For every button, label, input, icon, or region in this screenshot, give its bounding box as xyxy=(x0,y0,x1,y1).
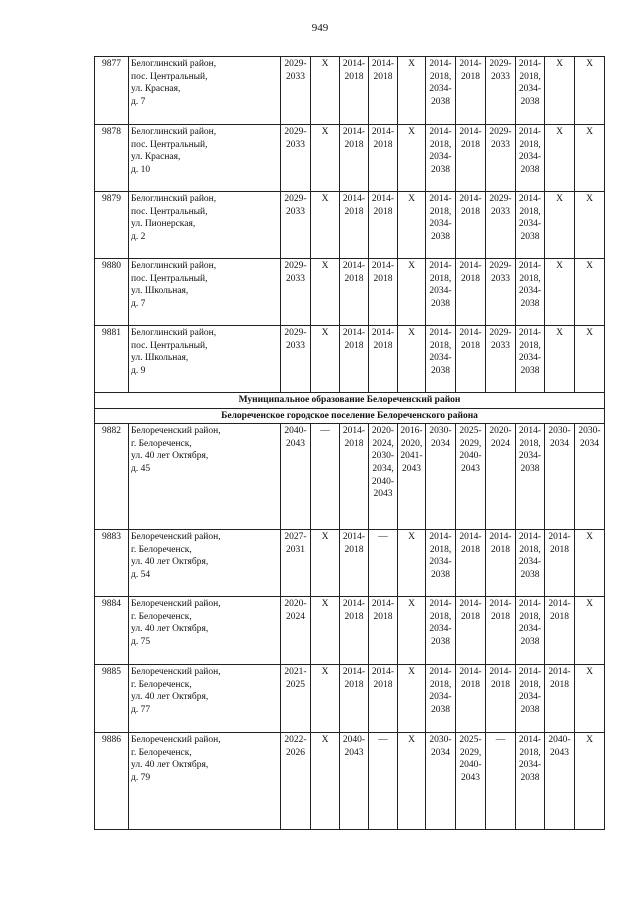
period-cell: 2014- 2018 xyxy=(545,665,575,733)
period-cell: 2014- 2018 xyxy=(456,192,486,259)
period-cell: 2014- 2018 xyxy=(545,597,575,665)
period-cell: 2029- 2033 xyxy=(281,326,311,393)
period-cell: 2014- 2018, 2034- 2038 xyxy=(426,530,456,597)
period-cell: 2014- 2018 xyxy=(456,326,486,393)
address-cell: Белоглинский район, пос. Центральный, ул. Красная, д. 10 xyxy=(129,125,281,192)
period-cell: X xyxy=(311,530,340,597)
section-title-municipality: Муниципальное образование Белореченский район xyxy=(95,393,605,409)
period-cell: — xyxy=(311,424,340,530)
row-number: 9877 xyxy=(95,57,129,125)
period-cell: X xyxy=(311,259,340,326)
row-number: 9883 xyxy=(95,530,129,597)
address-cell: Белореченский район, г. Белореченск, ул. 40 лет Октября, д. 75 xyxy=(129,597,281,665)
period-cell: X xyxy=(545,326,575,393)
period-cell: X xyxy=(545,125,575,192)
table-row xyxy=(95,192,605,259)
period-cell: X xyxy=(398,733,426,830)
period-cell: 2014- 2018, 2034- 2038 xyxy=(426,326,456,393)
period-cell: 2014- 2018, 2034- 2038 xyxy=(516,530,545,597)
period-cell: 2014- 2018 xyxy=(456,57,486,125)
period-cell: 2014- 2018 xyxy=(545,530,575,597)
period-cell: X xyxy=(311,665,340,733)
section-row-municipality xyxy=(95,393,605,409)
period-cell: X xyxy=(398,326,426,393)
period-cell: 2014- 2018, 2034- 2038 xyxy=(426,597,456,665)
table-row xyxy=(95,733,605,830)
period-cell: 2014- 2018 xyxy=(340,57,369,125)
period-cell: 2014- 2018 xyxy=(340,259,369,326)
period-cell: X xyxy=(398,57,426,125)
register-table xyxy=(94,56,605,830)
row-number: 9879 xyxy=(95,192,129,259)
period-cell: 2016- 2020, 2041- 2043 xyxy=(398,424,426,530)
period-cell: 2014- 2018, 2034- 2038 xyxy=(516,192,545,259)
address-cell: Белоглинский район, пос. Центральный, ул. Школьная, д. 9 xyxy=(129,326,281,393)
period-cell: X xyxy=(545,57,575,125)
period-cell: 2030- 2034 xyxy=(575,424,605,530)
period-cell: 2014- 2018, 2034- 2038 xyxy=(426,57,456,125)
section-row-settlement xyxy=(95,408,605,424)
period-cell: 2014- 2018 xyxy=(369,597,398,665)
address-cell: Белореченский район, г. Белореченск, ул. 40 лет Октября, д. 77 xyxy=(129,665,281,733)
table-row xyxy=(95,259,605,326)
period-cell: 2014- 2018 xyxy=(456,259,486,326)
period-cell: 2020- 2024 xyxy=(486,424,516,530)
address-cell: Белоглинский район, пос. Центральный, ул. Школьная, д. 7 xyxy=(129,259,281,326)
period-cell: 2029- 2033 xyxy=(486,259,516,326)
period-cell: X xyxy=(398,125,426,192)
period-cell: 2022- 2026 xyxy=(281,733,311,830)
period-cell: 2029- 2033 xyxy=(486,326,516,393)
period-cell: X xyxy=(575,125,605,192)
period-cell: 2014- 2018 xyxy=(369,665,398,733)
period-cell: 2014- 2018 xyxy=(340,125,369,192)
table-row xyxy=(95,326,605,393)
address-cell: Белореченский район, г. Белореченск, ул. 40 лет Октября, д. 54 xyxy=(129,530,281,597)
period-cell: — xyxy=(369,733,398,830)
period-cell: X xyxy=(398,530,426,597)
period-cell: 2025- 2029, 2040- 2043 xyxy=(456,733,486,830)
period-cell: 2030- 2034 xyxy=(426,733,456,830)
table-row xyxy=(95,597,605,665)
period-cell: 2014- 2018, 2034- 2038 xyxy=(426,665,456,733)
period-cell: X xyxy=(311,192,340,259)
period-cell: 2014- 2018, 2034- 2038 xyxy=(516,125,545,192)
period-cell: 2029- 2033 xyxy=(281,125,311,192)
section-title-settlement: Белореченское городское поселение Белореченского района xyxy=(95,408,605,424)
address-cell: Белореченский район, г. Белореченск, ул. 40 лет Октября, д. 45 xyxy=(129,424,281,530)
row-number: 9878 xyxy=(95,125,129,192)
period-cell: X xyxy=(398,665,426,733)
row-number: 9886 xyxy=(95,733,129,830)
period-cell: 2029- 2033 xyxy=(486,125,516,192)
period-cell: X xyxy=(575,192,605,259)
period-cell: X xyxy=(545,192,575,259)
period-cell: X xyxy=(398,259,426,326)
period-cell: 2029- 2033 xyxy=(281,57,311,125)
period-cell: X xyxy=(311,57,340,125)
period-cell: — xyxy=(486,733,516,830)
period-cell: 2014- 2018, 2034- 2038 xyxy=(426,259,456,326)
table-row xyxy=(95,424,605,530)
period-cell: 2014- 2018 xyxy=(340,530,369,597)
period-cell: 2014- 2018, 2034- 2038 xyxy=(516,733,545,830)
period-cell: 2014- 2018, 2034- 2038 xyxy=(516,57,545,125)
period-cell: 2014- 2018 xyxy=(486,665,516,733)
period-cell: 2014- 2018 xyxy=(369,192,398,259)
period-cell: 2040- 2043 xyxy=(340,733,369,830)
period-cell: 2014- 2018 xyxy=(456,125,486,192)
period-cell: 2014- 2018 xyxy=(456,597,486,665)
period-cell: 2014- 2018 xyxy=(486,530,516,597)
period-cell: 2014- 2018, 2034- 2038 xyxy=(426,125,456,192)
period-cell: 2014- 2018 xyxy=(456,530,486,597)
period-cell: 2014- 2018 xyxy=(369,57,398,125)
period-cell: X xyxy=(575,597,605,665)
period-cell: 2014- 2018 xyxy=(369,259,398,326)
period-cell: 2014- 2018, 2034- 2038 xyxy=(426,192,456,259)
row-number: 9882 xyxy=(95,424,129,530)
period-cell: 2014- 2018, 2034- 2038 xyxy=(516,597,545,665)
period-cell: 2014- 2018 xyxy=(340,424,369,530)
period-cell: 2014- 2018, 2034- 2038 xyxy=(516,326,545,393)
period-cell: 2040- 2043 xyxy=(281,424,311,530)
period-cell: 2027- 2031 xyxy=(281,530,311,597)
period-cell: 2030- 2034 xyxy=(426,424,456,530)
period-cell: X xyxy=(575,665,605,733)
period-cell: 2025- 2029, 2040- 2043 xyxy=(456,424,486,530)
table-row xyxy=(95,125,605,192)
address-cell: Белоглинский район, пос. Центральный, ул. Пионерская, д. 2 xyxy=(129,192,281,259)
period-cell: 2014- 2018 xyxy=(486,597,516,665)
period-cell: 2014- 2018, 2034- 2038 xyxy=(516,259,545,326)
row-number: 9884 xyxy=(95,597,129,665)
period-cell: — xyxy=(369,530,398,597)
period-cell: 2014- 2018, 2034- 2038 xyxy=(516,424,545,530)
row-number: 9880 xyxy=(95,259,129,326)
period-cell: 2029- 2033 xyxy=(281,259,311,326)
table-row xyxy=(95,665,605,733)
period-cell: X xyxy=(575,530,605,597)
period-cell: 2014- 2018 xyxy=(369,326,398,393)
period-cell: 2030- 2034 xyxy=(545,424,575,530)
period-cell: 2020- 2024 xyxy=(281,597,311,665)
period-cell: X xyxy=(398,597,426,665)
period-cell: X xyxy=(575,733,605,830)
period-cell: X xyxy=(545,259,575,326)
row-number: 9881 xyxy=(95,326,129,393)
period-cell: 2014- 2018, 2034- 2038 xyxy=(516,665,545,733)
table-row xyxy=(95,530,605,597)
period-cell: 2029- 2033 xyxy=(486,192,516,259)
period-cell: X xyxy=(311,125,340,192)
period-cell: 2020- 2024, 2030- 2034, 2040- 2043 xyxy=(369,424,398,530)
period-cell: X xyxy=(311,326,340,393)
period-cell: 2040- 2043 xyxy=(545,733,575,830)
period-cell: 2014- 2018 xyxy=(340,665,369,733)
period-cell: 2029- 2033 xyxy=(281,192,311,259)
row-number: 9885 xyxy=(95,665,129,733)
period-cell: X xyxy=(311,733,340,830)
period-cell: X xyxy=(575,326,605,393)
period-cell: 2014- 2018 xyxy=(456,665,486,733)
period-cell: X xyxy=(311,597,340,665)
period-cell: 2014- 2018 xyxy=(369,125,398,192)
address-cell: Белореченский район, г. Белореченск, ул. 40 лет Октября, д. 79 xyxy=(129,733,281,830)
period-cell: 2029- 2033 xyxy=(486,57,516,125)
period-cell: X xyxy=(575,57,605,125)
period-cell: 2014- 2018 xyxy=(340,326,369,393)
table-row xyxy=(95,57,605,125)
period-cell: 2014- 2018 xyxy=(340,192,369,259)
period-cell: 2021- 2025 xyxy=(281,665,311,733)
period-cell: X xyxy=(575,259,605,326)
address-cell: Белоглинский район, пос. Центральный, ул. Красная, д. 7 xyxy=(129,57,281,125)
period-cell: 2014- 2018 xyxy=(340,597,369,665)
page-number: 949 xyxy=(311,22,329,34)
period-cell: X xyxy=(398,192,426,259)
